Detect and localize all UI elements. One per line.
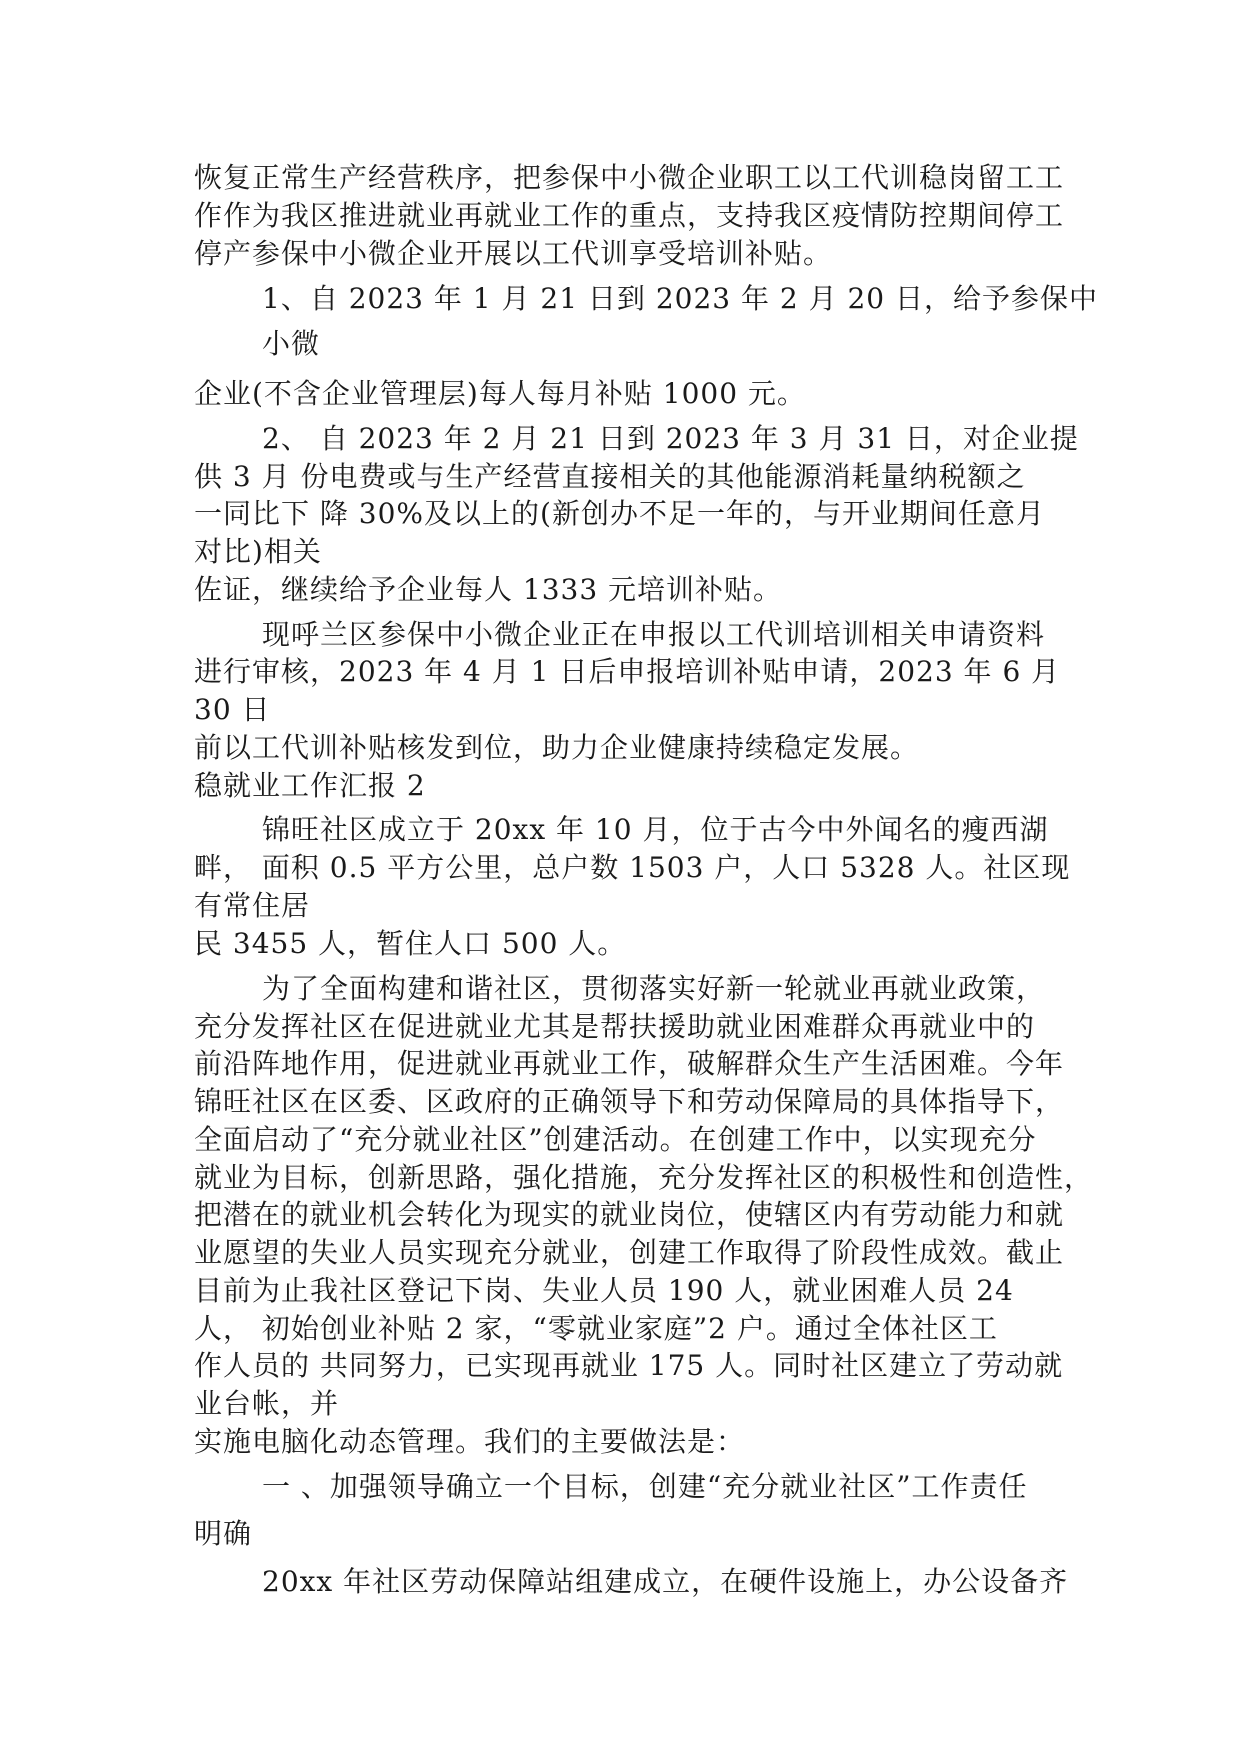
- text-line: 就业为目标，创新思路，强化措施，充分发挥社区的积极性和创造性，: [194, 1161, 1094, 1194]
- text-line: 佐证，继续给予企业每人 1333 元培训补贴。: [194, 573, 783, 606]
- text-line: 锦旺社区成立于 20xx 年 10 月，位于古今中外闻名的瘦西湖: [262, 813, 1049, 846]
- text-line: 实施电脑化动态管理。我们的主要做法是：: [194, 1425, 746, 1458]
- text-line: 小微: [262, 327, 321, 360]
- text-line: 作人员的 共同努力，已实现再就业 175 人。同时社区建立了劳动就: [194, 1349, 1064, 1382]
- text-line: 20xx 年社区劳动保障站组建成立，在硬件设施上，办公设备齐: [262, 1565, 1069, 1598]
- text-line: 有常住居: [194, 889, 311, 922]
- text-line: 明确: [194, 1517, 253, 1550]
- section-heading: 稳就业工作汇报 2: [194, 769, 426, 802]
- text-line: 前以工代训补贴核发到位，助力企业健康持续稳定发展。: [194, 731, 920, 764]
- text-line: 企业(不含企业管理层)每人每月补贴 1000 元。: [194, 377, 806, 410]
- text-line: 一 、加强领导确立一个目标，创建“充分就业社区”工作责任: [262, 1470, 1028, 1503]
- text-line: 目前为止我社区登记下岗、失业人员 190 人，就业困难人员 24: [194, 1274, 1014, 1307]
- text-line: 作作为我区推进就业再就业工作的重点，支持我区疫情防控期间停工: [194, 199, 1065, 232]
- text-line: 把潜在的就业机会转化为现实的就业岗位，使辖区内有劳动能力和就: [194, 1198, 1065, 1231]
- text-line: 业台帐，并: [194, 1387, 340, 1420]
- text-line: 充分发挥社区在促进就业尤其是帮扶援助就业困难群众再就业中的: [194, 1010, 1036, 1043]
- text-line: 30 日: [194, 693, 271, 726]
- text-line: 进行审核，2023 年 4 月 1 日后申报培训补贴申请，2023 年 6 月: [194, 655, 1061, 688]
- text-line: 停产参保中小微企业开展以工代训享受培训补贴。: [194, 237, 833, 270]
- text-line: 业愿望的失业人员实现充分就业，创建工作取得了阶段性成效。截止: [194, 1236, 1065, 1269]
- text-line: 现呼兰区参保中小微企业正在申报以工代训培训相关申请资料: [262, 618, 1046, 651]
- text-line: 2、 自 2023 年 2 月 21 日到 2023 年 3 月 31 日，对企业提: [262, 422, 1079, 455]
- text-line: 人， 初始创业补贴 2 家，“零就业家庭”2 户。通过全体社区工: [194, 1312, 998, 1345]
- text-line: 为了全面构建和谐社区，贯彻落实好新一轮就业再就业政策，: [262, 972, 1046, 1005]
- text-line: 畔， 面积 0.5 平方公里，总户数 1503 户，人口 5328 人。社区现: [194, 851, 1071, 884]
- text-line: 前沿阵地作用，促进就业再就业工作，破解群众生产生活困难。今年: [194, 1047, 1065, 1080]
- text-line: 恢复正常生产经营秩序，把参保中小微企业职工以工代训稳岗留工工: [194, 161, 1065, 194]
- text-line: 民 3455 人，暂住人口 500 人。: [194, 927, 627, 960]
- text-line: 供 3 月 份电费或与生产经营直接相关的其他能源消耗量纳税额之: [194, 460, 1026, 493]
- text-line: 锦旺社区在区委、区政府的正确领导下和劳动保障局的具体指导下，: [194, 1085, 1065, 1118]
- text-line: 1、自 2023 年 1 月 21 日到 2023 年 2 月 20 日，给予参保中: [262, 282, 1099, 315]
- text-line: 一同比下 降 30%及以上的(新创办不足一年的，与开业期间任意月: [194, 497, 1045, 530]
- text-line: 全面启动了“充分就业社区”创建活动。在创建工作中，以实现充分: [194, 1123, 1037, 1156]
- text-line: 对比)相关: [194, 535, 322, 568]
